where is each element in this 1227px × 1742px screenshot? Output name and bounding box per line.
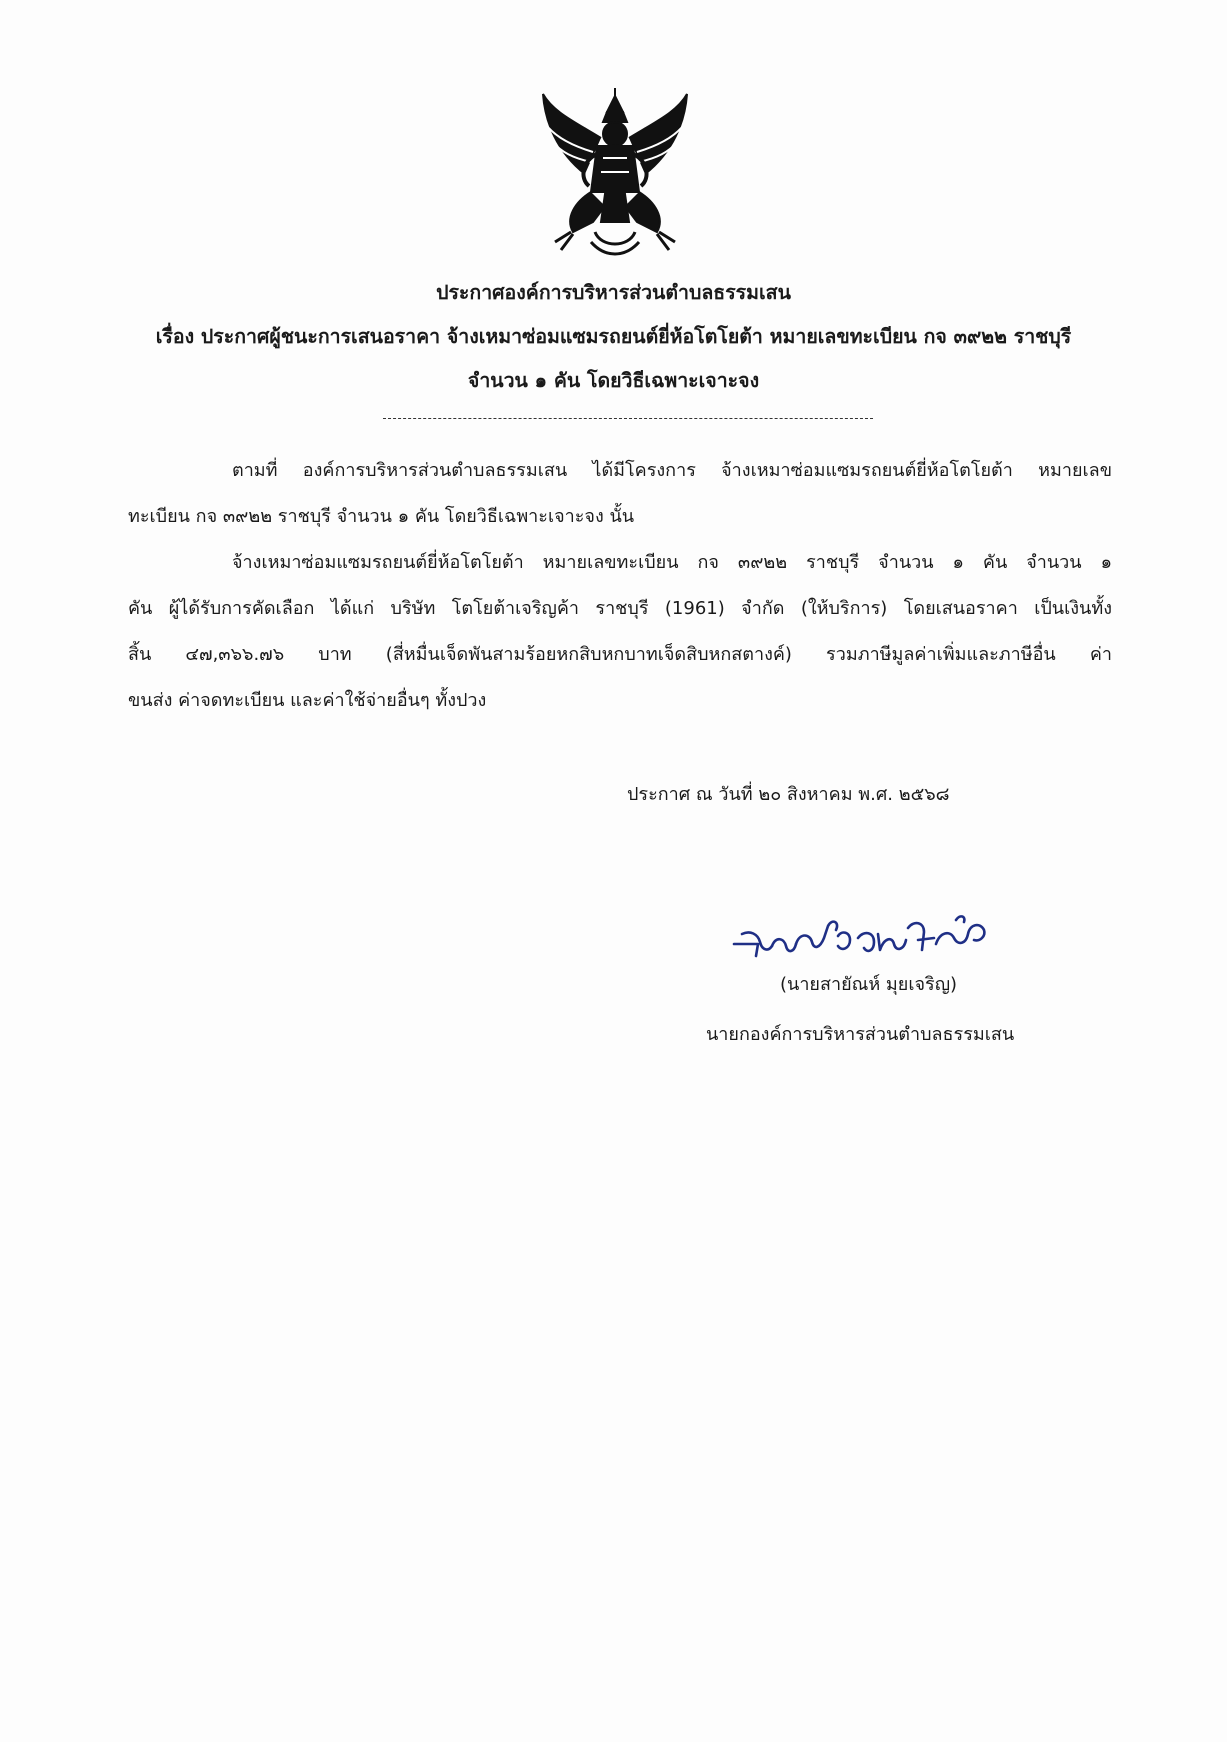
signer-name: (นายสายัณห์ มุยเจริญ): [780, 974, 958, 995]
signature-icon: [728, 908, 1008, 968]
paragraph-2-line-1: จ้างเหมาซ่อมแซมรถยนต์ยี่ห้อโตโยต้า หมายเลขทะเบียน กจ ๓๙๒๒ ราชบุรี จำนวน ๑ คัน จำนวน ๑: [232, 552, 1112, 573]
garuda-emblem-icon: [535, 82, 695, 260]
paragraph-1-line-2: ทะเบียน กจ ๓๙๒๒ ราชบุรี จำนวน ๑ คัน โดยวิธีเฉพาะเจาะจง นั้น: [128, 506, 635, 527]
announcement-subject-continued: จำนวน ๑ คัน โดยวิธีเฉพาะเจาะจง: [467, 369, 760, 392]
paragraph-2-line-3: สิ้น ๔๗,๓๖๖.๗๖ บาท (สี่หมื่นเจ็ดพันสามร้อยหกสิบหกบาทเจ็ดสิบหกสตางค์) รวมภาษีมูลค่าเพิ่มและภาษีอื่น ค่า: [128, 644, 1112, 665]
dashed-divider: [383, 418, 873, 419]
announcement-subject: เรื่อง ประกาศผู้ชนะการเสนอราคา จ้างเหมาซ่อมแซมรถยนต์ยี่ห้อโตโยต้า หมายเลขทะเบียน กจ ๓๙๒๒ ราชบุรี: [155, 325, 1072, 348]
paragraph-2-line-4: ขนส่ง ค่าจดทะเบียน และค่าใช้จ่ายอื่นๆ ทั้งปวง: [128, 690, 487, 711]
paragraph-1-line-1: ตามที่ องค์การบริหารส่วนตำบลธรรมเสน ได้มีโครงการ จ้างเหมาซ่อมแซมรถยนต์ยี่ห้อโตโยต้า หมายเลข: [232, 460, 1112, 481]
announcement-date: ประกาศ ณ วันที่ ๒๐ สิงหาคม พ.ศ. ๒๕๖๘: [627, 784, 950, 805]
announcement-title: ประกาศองค์การบริหารส่วนตำบลธรรมเสน: [436, 281, 791, 304]
signer-position: นายกองค์การบริหารส่วนตำบลธรรมเสน: [706, 1024, 1015, 1045]
paragraph-2-line-2: คัน ผู้ได้รับการคัดเลือก ได้แก่ บริษัท โตโยต้าเจริญค้า ราชบุรี (1961) จำกัด (ให้บริการ) โดยเสนอราคา เป็นเงินทั้ง: [128, 598, 1112, 619]
